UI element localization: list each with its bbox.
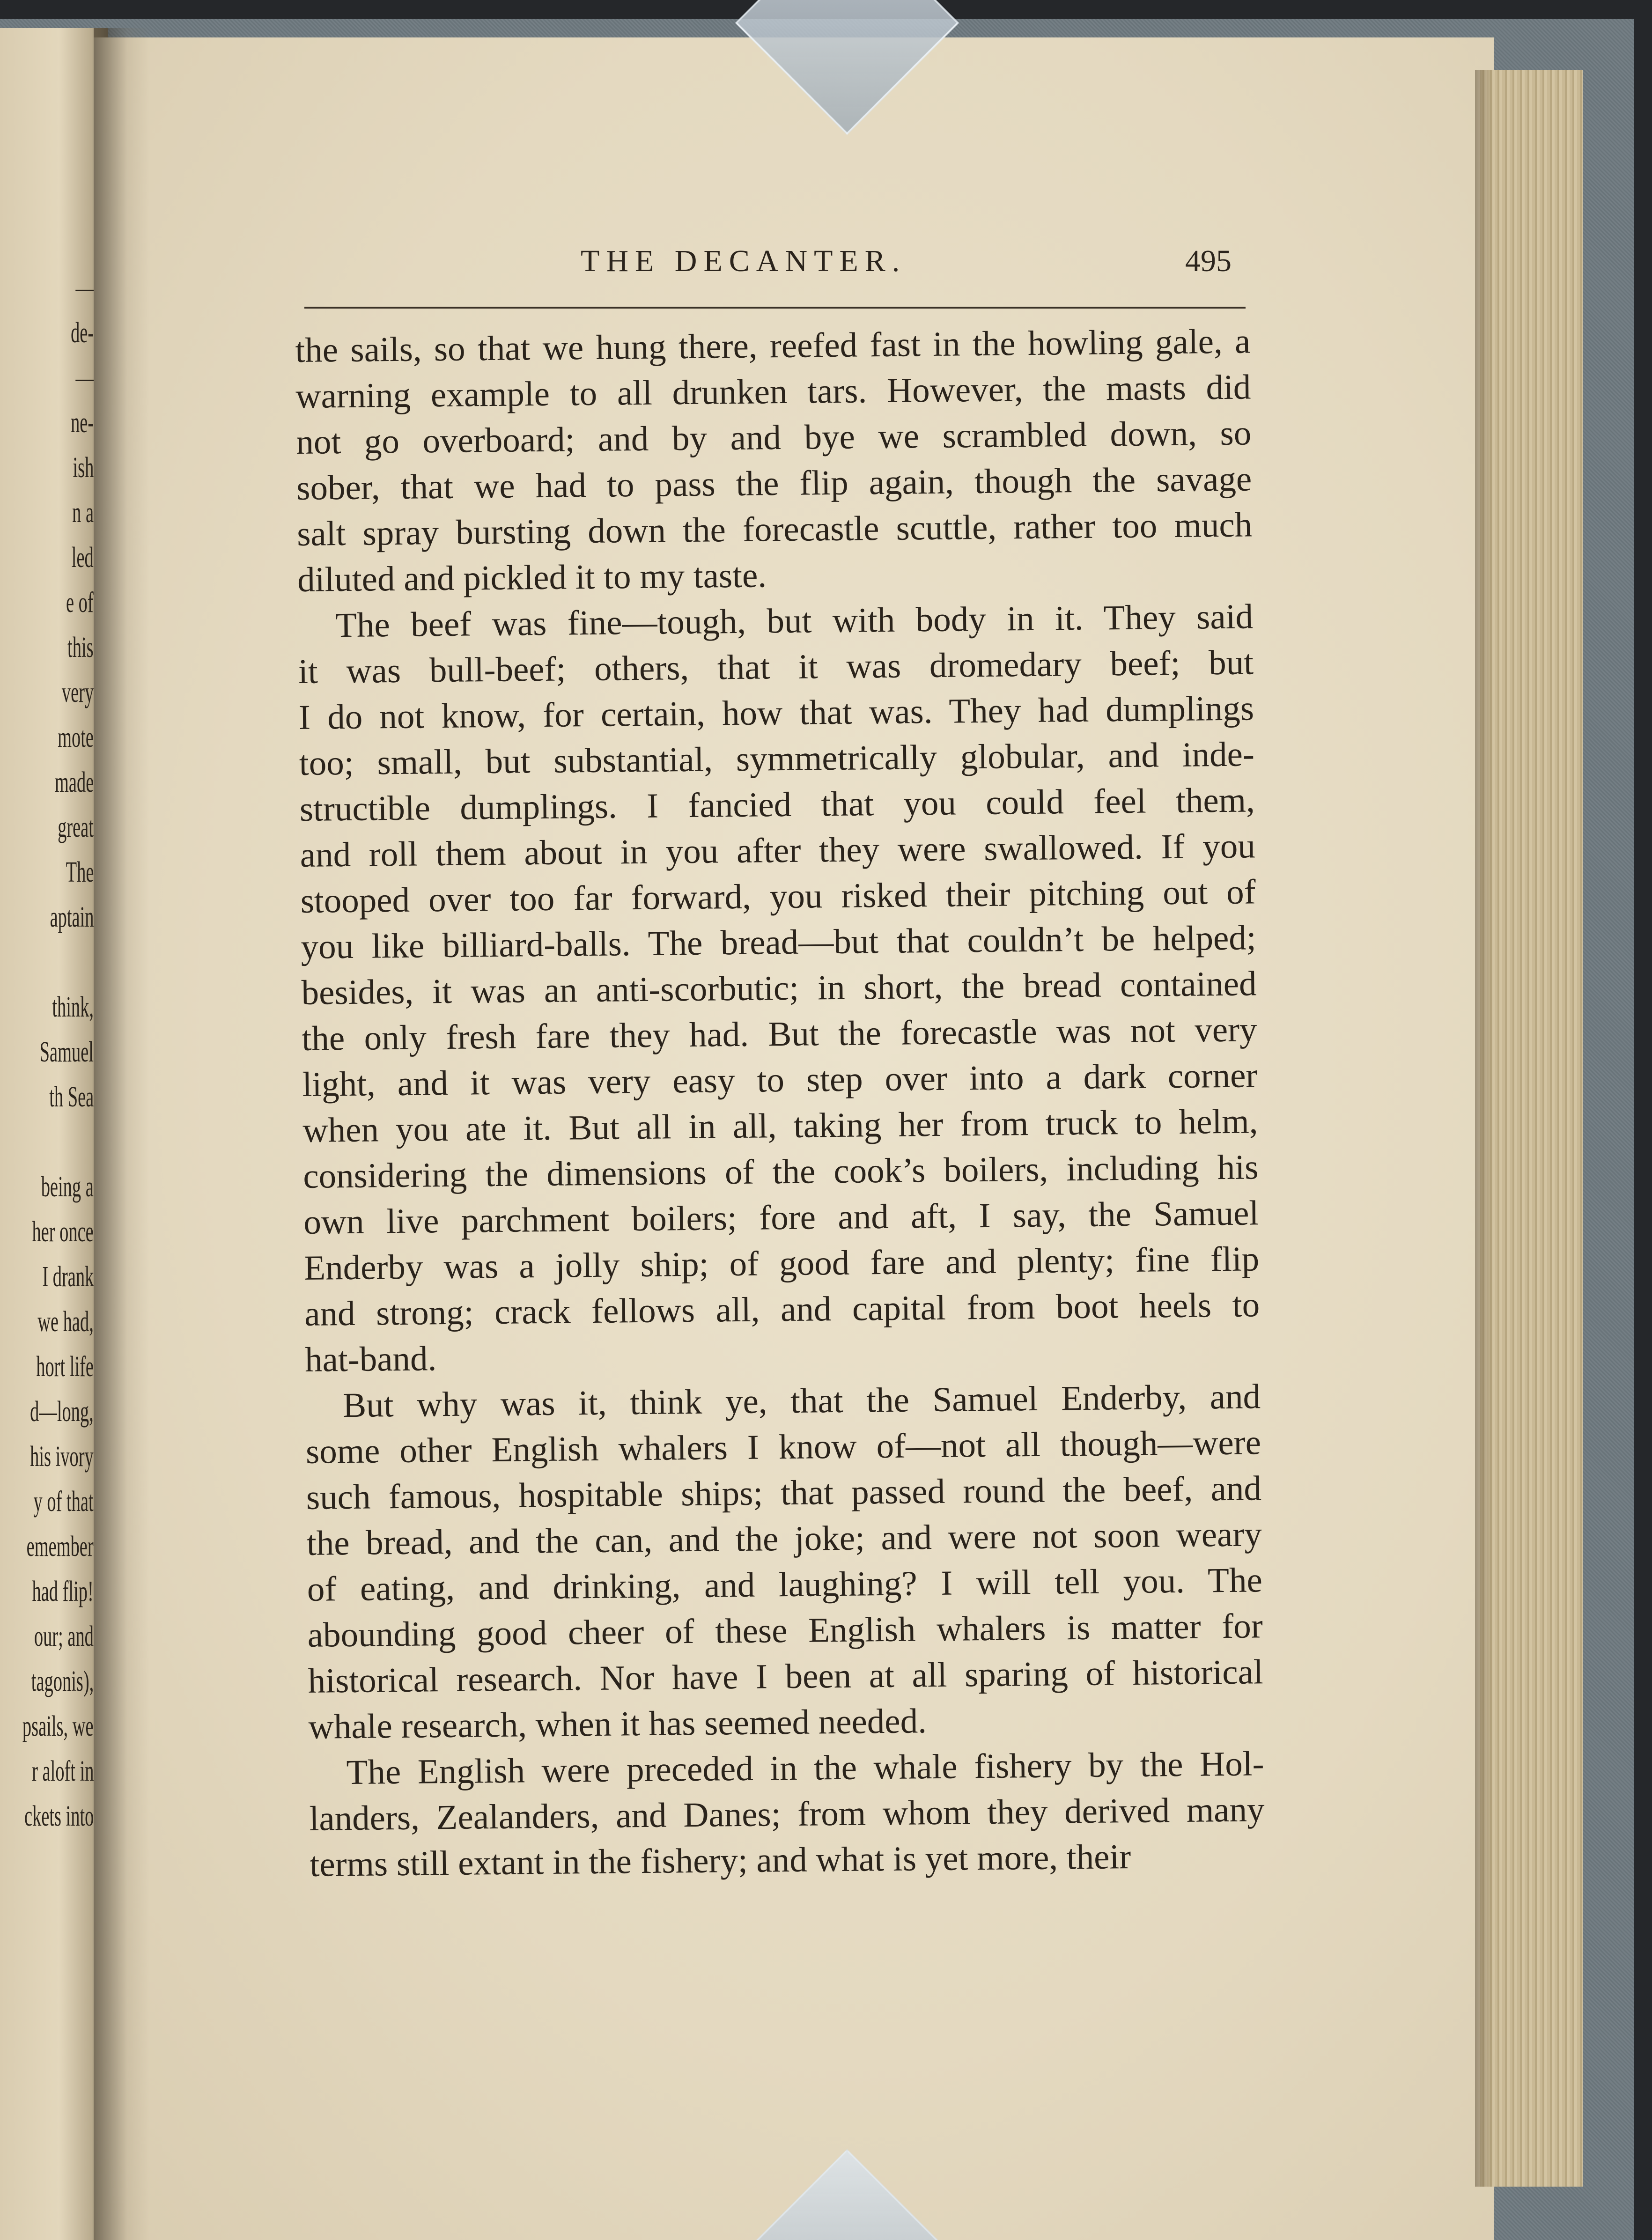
text-line: own live parchment boilers; fore and aft, I say, the Samuel xyxy=(303,1194,1259,1242)
text-line: salt spray bursting down the forecastle scuttle, rather too much xyxy=(296,505,1253,553)
text-line: landers, Zealanders, and Danes; from whom they derived many xyxy=(309,1790,1265,1838)
page-number: 495 xyxy=(1185,244,1232,278)
left-page-fragment: ckets into xyxy=(24,1800,94,1832)
page-edge-shadow xyxy=(1475,70,1494,2187)
text-line: such famous, hospitable ships; that passed round the beef, and xyxy=(306,1469,1262,1517)
left-page-fragment: think, xyxy=(52,991,94,1023)
running-head-title: THE DECANTER. xyxy=(581,244,907,278)
left-page-fragment: very xyxy=(61,677,94,708)
text-line: stooped over too far forward, you risked their pitching out of xyxy=(300,872,1256,921)
left-page-fragment: — xyxy=(75,272,94,304)
left-page-fragment: being a xyxy=(41,1171,94,1203)
left-page-fragment: — xyxy=(75,362,94,394)
text-line: The beef was fine—tough, but with body in it. They said xyxy=(335,597,1254,645)
left-page-fragment: aptain xyxy=(50,901,94,933)
left-page-fragment: made xyxy=(54,766,94,798)
left-page-fragment: d—long, xyxy=(30,1396,94,1428)
left-page-fragment: great xyxy=(58,811,94,843)
running-head xyxy=(304,243,1246,295)
text-line: when you ate it. But all in all, taking her from truck to helm, xyxy=(302,1102,1258,1150)
text-line: too; small, but substantial, symmetrically globular, and inde- xyxy=(299,735,1255,783)
text-line: terms still extant in the fishery; and what is yet more, their xyxy=(310,1837,1131,1884)
left-page-fragment: led xyxy=(72,542,94,574)
left-page-fragment: psails, we xyxy=(22,1710,94,1742)
left-page-fragment: his ivory xyxy=(30,1441,94,1473)
left-page-fragment: emember xyxy=(26,1531,94,1562)
left-page-fragment: ish xyxy=(73,452,94,484)
text-line: and roll them about in you after they were swallowed. If you xyxy=(300,826,1256,875)
left-page-fragment: our; and xyxy=(34,1621,94,1652)
text-line: some other English whalers I know of—not all though—were xyxy=(305,1423,1261,1471)
left-page-fragment: her once xyxy=(32,1216,94,1248)
text-line: light, and it was very easy to step over into a dark corner xyxy=(302,1056,1258,1104)
left-page-fragment: ne- xyxy=(70,407,94,439)
text-line: The English were preceded in the whale fishery by the Hol- xyxy=(346,1744,1264,1792)
left-page-fragment: The xyxy=(66,856,94,888)
page-edges xyxy=(1480,70,1583,2187)
text-line: abounding good cheer of these English whalers is matter for xyxy=(307,1606,1263,1655)
body-text xyxy=(295,318,1265,1887)
left-page xyxy=(0,28,108,2240)
text-line: But why was it, think ye, that the Samuel Enderby, and xyxy=(342,1377,1261,1425)
left-page-fragment: had flip! xyxy=(32,1576,94,1607)
left-page-fragment: r aloft in xyxy=(31,1755,94,1787)
text-line: I do not know, for certain, how that was. They had dumplings xyxy=(298,689,1254,737)
header-rule xyxy=(304,307,1246,309)
text-line: and strong; crack fellows all, and capital from boot heels to xyxy=(304,1285,1260,1334)
left-page-fragment: n a xyxy=(72,497,94,529)
text-line: not go overboard; and by and bye we scrambled down, so xyxy=(295,413,1252,462)
text-line: hat-band. xyxy=(304,1339,437,1379)
text-line: structible dumplings. I fancied that you could feel them, xyxy=(299,781,1255,829)
left-page-fragment: y of that xyxy=(33,1486,94,1518)
left-page-fragment: th Sea xyxy=(49,1081,94,1113)
text-line: Enderby was a jolly ship; of good fare and plenty; fine flip xyxy=(303,1239,1260,1288)
text-line: warning example to all drunken tars. However, the masts did xyxy=(295,368,1251,416)
left-page-fragment: tagonis), xyxy=(31,1665,94,1697)
left-page-fragment: e of xyxy=(66,587,94,619)
left-page-fragment: mote xyxy=(58,722,94,753)
left-page-fragment: de- xyxy=(70,317,94,349)
text-line: the sails, so that we hung there, reefed fast in the howling gale, a xyxy=(295,322,1251,370)
left-page-fragment: I drank xyxy=(42,1261,94,1293)
text-line: diluted and pickled it to my taste. xyxy=(297,556,767,599)
text-line: besides, it was an anti-scorbutic; in short, the bread contained xyxy=(301,964,1257,1012)
left-page-fragment: this xyxy=(67,632,94,663)
text-line: sober, that we had to pass the flip again, though the savage xyxy=(296,459,1252,508)
text-line: historical research. Nor have I been at all sparing of historical xyxy=(308,1652,1264,1701)
text-line: it was bull-beef; others, that it was dromedary beef; but xyxy=(298,643,1254,691)
left-page-fragment: hort life xyxy=(36,1351,94,1383)
text-line: you like billiard-balls. The bread—but that couldn’t be helped; xyxy=(301,918,1256,966)
left-page-fragment: Samuel xyxy=(39,1036,94,1068)
gutter-shadow xyxy=(94,28,150,2240)
text-line: whale research, when it has seemed needed. xyxy=(308,1702,927,1746)
left-page-fragment: we had, xyxy=(37,1306,94,1338)
text-line: the bread, and the can, and the joke; and were not soon weary xyxy=(306,1515,1262,1563)
text-line: considering the dimensions of the cook’s boilers, including his xyxy=(303,1148,1259,1196)
text-line: of eating, and drinking, and laughing? I will tell you. The xyxy=(307,1561,1263,1609)
text-line: the only fresh fare they had. But the forecastle was not very xyxy=(302,1010,1257,1058)
